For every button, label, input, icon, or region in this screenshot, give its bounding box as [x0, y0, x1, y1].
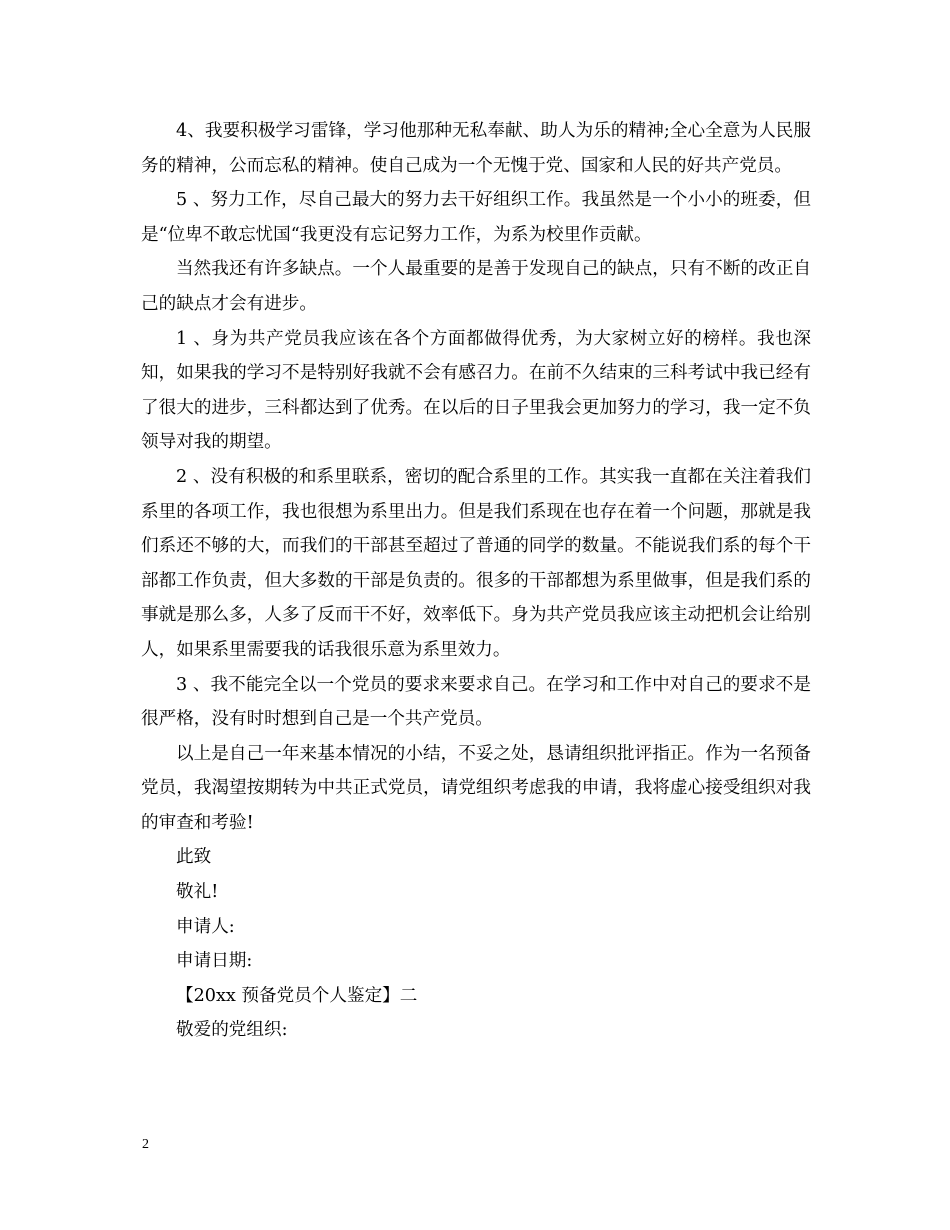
paragraph-shortcomings-intro: 当然我还有许多缺点。一个人最重要的是善于发现自己的缺点，只有不断的改正自己的缺点才会有进步。: [141, 259, 811, 314]
closing-salutation: 此致: [176, 847, 212, 868]
paragraph-shortcoming-2: 2 、没有积极的和系里联系，密切的配合系里的工作。其实我一直都在关注着我们系里的各项工作，我也很想为系里出力。但是我们系现在也存在着一个问题，那就是我们系还不够的大，而我们的干部甚至超过了普通的同学的数量。不能说我们系的每个干部都工作负责，但大多数的干部是负责的。很多的干部都想为系里做事，但是我们系的事就是那么多，人多了反而干不好，效率低下。身为共产党员我应该主动把机会让给别人，如果系里需要我的话我很乐意为系里效力。: [141, 466, 811, 660]
paragraph-item-4: 4、我要积极学习雷锋，学习他那种无私奉献、助人为乐的精神;全心全意为人民服务的精神，公而忘私的精神。使自己成为一个无愧于党、国家和人民的好共产党员。: [141, 121, 811, 176]
page-number: 2: [142, 1137, 149, 1152]
paragraph-summary: 以上是自己一年来基本情况的小结，不妥之处，恳请组织批评指正。作为一名预备党员，我渴望按期转为中共正式党员，请党组织考虑我的申请，我将虚心接受组织对我的审查和考验!: [141, 743, 811, 833]
paragraph-item-5: 5 、努力工作，尽自己最大的努力去干好组织工作。我虽然是一个小小的班委，但是“位卑不敢忘忧国“我更没有忘记努力工作，为系为校里作贡献。: [141, 190, 811, 245]
applicant-line: 申请人:: [176, 916, 235, 937]
greeting-line: 敬爱的党组织:: [176, 1020, 288, 1041]
paragraph-shortcoming-3: 3 、我不能完全以一个党员的要求来要求自己。在学习和工作中对自己的要求不是很严格，没有时时想到自己是一个共产党员。: [141, 674, 811, 730]
paragraph-shortcoming-1: 1 、身为共产党员我应该在各个方面都做得优秀，为大家树立好的榜样。我也深知，如果我的学习不是特别好我就不会有感召力。在前不久结束的三科考试中我已经有了很大的进步，三科都达到了优秀。在以后的日子里我会更加努力的学习，我一定不负领导对我的期望。: [141, 328, 811, 453]
document-body: [141, 114, 811, 1048]
application-date-line: 申请日期:: [176, 951, 253, 972]
section-heading: 【20xx 预备党员个人鉴定】二: [176, 985, 418, 1006]
closing-regards: 敬礼!: [176, 882, 219, 903]
